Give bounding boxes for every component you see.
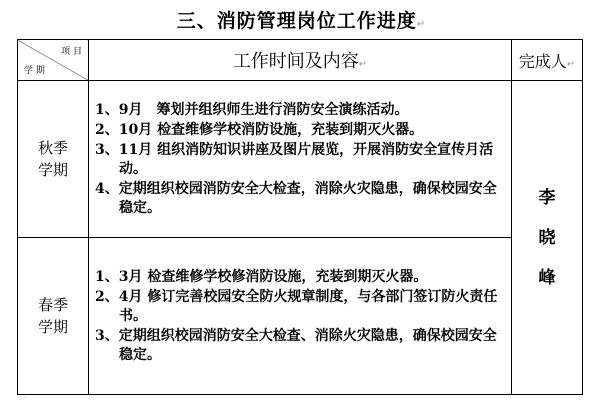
person-char: 李 (538, 187, 556, 208)
paragraph-mark-icon: ↵ (416, 19, 427, 30)
table-row (18, 238, 583, 395)
table-row (18, 81, 583, 238)
person-char: 峰 (538, 267, 556, 288)
content-cell-spring (89, 238, 512, 395)
list-item: 3、11月 组织消防知识讲座及图片展览，开展消防安全宣传月活动。 (95, 141, 494, 177)
schedule-table (17, 39, 583, 395)
footer-mark: · (24, 393, 27, 402)
list-item: 3、定期组织校园消防安全大检查、消除火灾隐患，确保校园安全稳定。 (95, 327, 497, 363)
content-cell-autumn (89, 81, 512, 238)
header-row (18, 40, 583, 81)
document-title (0, 6, 603, 33)
paragraph-mark-icon: ↵ (566, 58, 576, 70)
person-char: 晓 (538, 227, 556, 248)
list-item: 2、4月 修订完善校园安全防火规章制度，与各部门签订防火责任书。 (95, 288, 498, 324)
semester-label: 春季学期 (37, 296, 68, 336)
diag-label-item: 项 目 (61, 47, 82, 57)
list-item: 1、9月 筹划并组织师生进行消防安全演练活动。 (95, 101, 409, 118)
person-header-text: 完成人 (518, 51, 567, 71)
person-cell (512, 81, 583, 395)
person-header (512, 40, 583, 81)
paragraph-mark-icon: ↵ (358, 59, 368, 70)
content-header (89, 40, 512, 81)
list-item: 4、定期组织校园消防安全大检查，消除火灾隐患，确保校园安全稳定。 (95, 180, 497, 216)
title-text: 三、消防管理岗位工作进度 (176, 10, 417, 32)
semester-cell-spring (18, 238, 89, 395)
diag-label-semester: 学 期 (24, 66, 45, 76)
list-item: 2、10月 检查维修学校消防设施，充装到期灭火器。 (95, 121, 424, 138)
content-header-text: 工作时间及内容 (232, 51, 359, 72)
semester-cell-autumn (18, 81, 89, 238)
diagonal-header-cell (18, 40, 89, 81)
semester-label: 秋季学期 (37, 139, 68, 179)
list-item: 1、3月 检查维修学校修消防设施，充装到期灭火器。 (95, 268, 428, 285)
